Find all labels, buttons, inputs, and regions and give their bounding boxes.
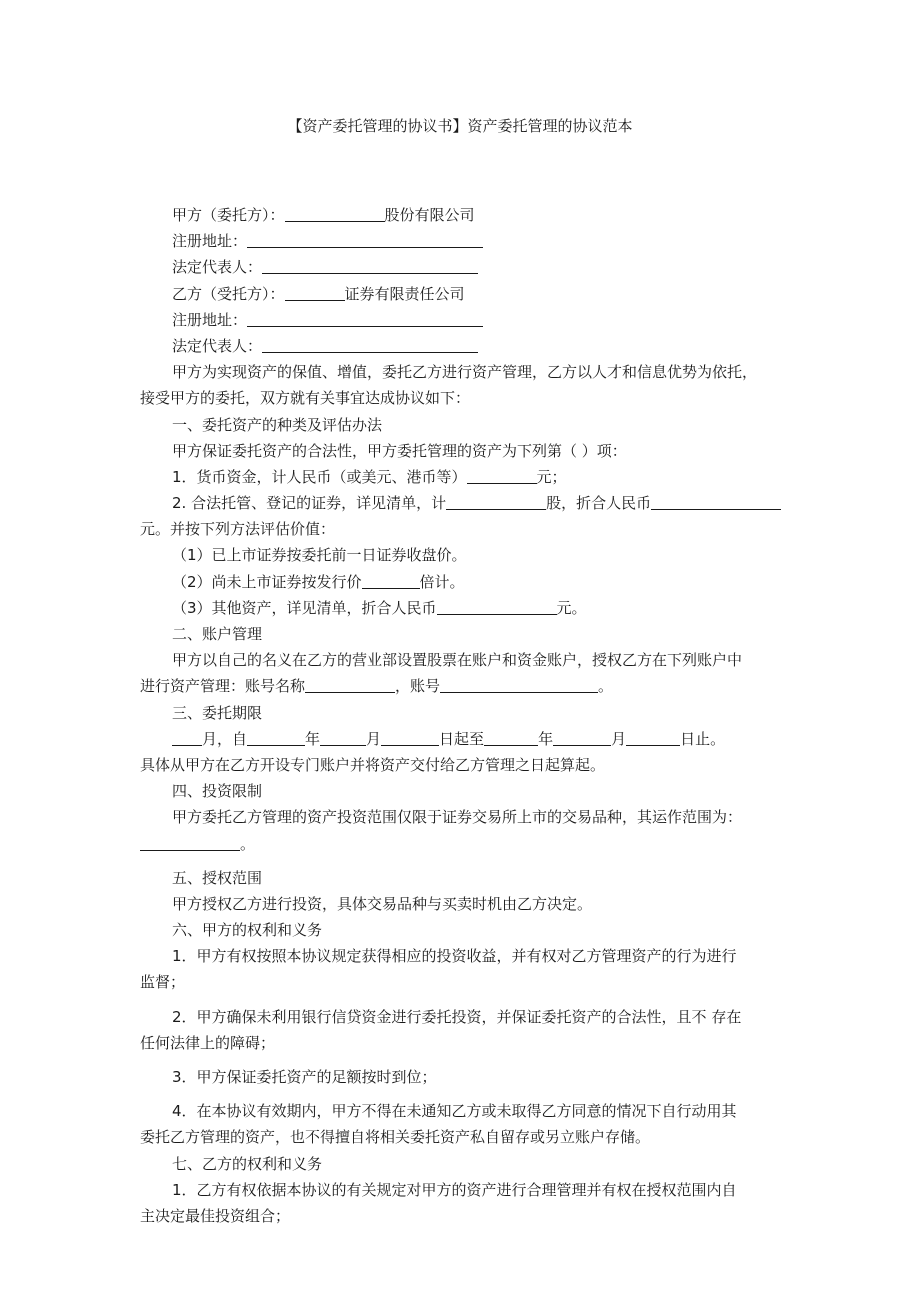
section-6-item-4a: 4．在本协议有效期内，甲方不得在未通知乙方或未取得乙方同意的情况下自行动用其 [172, 1102, 737, 1121]
preamble-line-1: 甲方为实现资产的保值、增值，委托乙方进行资产管理，乙方以人才和信息优势为依托， [172, 363, 758, 382]
item-text: 月 [366, 729, 382, 748]
other-assets-blank[interactable] [437, 599, 557, 615]
spacer [140, 857, 800, 865]
item-text: 1．货币资金，计人民币（或美元、港币等） [172, 467, 467, 486]
item-text: （3）其他资产，详见清单，折合人民币 [172, 598, 437, 617]
account-number-blank[interactable] [440, 677, 598, 693]
reg-address-label: 注册地址： [172, 232, 248, 251]
item-text: 月 [611, 729, 627, 748]
item-text: 进行资产管理：账号名称 [140, 677, 306, 696]
section-2-heading: 二、账户管理 [172, 625, 263, 643]
item-text: 。 [240, 834, 256, 853]
end-day-blank[interactable] [626, 730, 680, 746]
item-text: 。 [598, 677, 614, 696]
operation-scope-blank[interactable] [140, 835, 240, 851]
section-6-item-2a: 2．甲方确保未利用银行信贷资金进行委托投资，并保证委托资产的合法性，且不 存在 [172, 1007, 742, 1026]
item-text: 倍计。 [419, 572, 465, 591]
section-6-heading: 六、甲方的权利和义务 [172, 921, 323, 940]
spacer [140, 1090, 800, 1098]
end-year-blank[interactable] [484, 730, 538, 746]
item-text: 月，自 [202, 729, 248, 748]
section-2-line-1: 甲方以自己的名义在乙方的营业部设置股票在账户和资金账户，授权乙方在下列账户中 [172, 651, 743, 670]
section-6-item-4b: 委托乙方管理的资产，也不得擅自将相关委托资产私自留存或另立账户存储。 [140, 1128, 651, 1147]
section-3-heading: 三、委托期限 [172, 703, 263, 722]
preamble-line-2: 接受甲方的委托，双方就有关事宜达成协议如下： [140, 389, 471, 408]
section-6-item-1b: 监督； [140, 973, 186, 992]
party-a-address-blank[interactable] [247, 232, 483, 248]
section-2-line-2 [140, 673, 800, 699]
party-a-name-blank[interactable] [285, 206, 385, 222]
section-6-item-1a: 1．甲方有权按照本协议规定获得相应的投资收益，并有权对乙方管理资产的行为进行 [172, 947, 737, 966]
party-b-address-line [140, 307, 800, 333]
end-month-blank[interactable] [553, 730, 611, 746]
section-7-heading: 七、乙方的权利和义务 [172, 1154, 323, 1173]
section-1-sub-2 [140, 569, 800, 595]
party-a-line [140, 202, 800, 228]
section-4-line-1: 甲方委托乙方管理的资产投资范围仅限于证券交易所上市的交易品种，其运作范围为： [172, 808, 743, 827]
section-1-item-1 [140, 464, 800, 490]
party-a-rep-line [140, 254, 800, 280]
shares-blank[interactable] [446, 494, 546, 510]
item-text: 元； [536, 467, 567, 486]
section-1-item-2 [140, 490, 800, 516]
party-b-label: 乙方（受托方）： [172, 284, 285, 303]
item-text: 日止。 [680, 729, 726, 748]
party-b-address-blank[interactable] [247, 311, 483, 327]
party-a-suffix: 股份有限公司 [384, 206, 475, 224]
section-1-intro: 甲方保证委托资产的合法性，甲方委托管理的资产为下列第（ ）项： [172, 441, 627, 460]
party-b-name-blank[interactable] [285, 285, 345, 301]
legal-rep-label: 法定代表人： [172, 258, 263, 277]
party-b-rep-line [140, 333, 800, 359]
party-b-rep-blank[interactable] [262, 337, 478, 353]
spacer [140, 1056, 800, 1064]
party-a-address-line [140, 228, 800, 254]
section-5-heading: 五、授权范围 [172, 868, 263, 887]
issue-price-multiple-blank[interactable] [362, 573, 420, 589]
section-3-line-2: 具体从甲方在乙方开设专门账户并将资产交付给乙方管理之日起算起。 [140, 755, 606, 774]
section-4-line-2 [140, 831, 800, 857]
item-text: 元。 [556, 598, 587, 617]
start-month-blank[interactable] [320, 730, 366, 746]
start-year-blank[interactable] [247, 730, 305, 746]
section-4-heading: 四、投资限制 [172, 782, 263, 801]
reg-address-label: 注册地址： [172, 310, 248, 329]
start-day-blank[interactable] [381, 730, 439, 746]
item-text: （2）尚未上市证券按发行价 [172, 572, 362, 591]
section-7-item-1b: 主决定最佳投资组合； [140, 1206, 291, 1225]
currency-amount-blank[interactable] [467, 468, 537, 484]
legal-rep-label: 法定代表人： [172, 336, 263, 355]
item-text: 2. 合法托管、登记的证券，详见清单，计 [172, 494, 447, 513]
section-6-item-3: 3．甲方保证委托资产的足额按时到位； [172, 1068, 437, 1086]
section-1-sub-3 [140, 595, 800, 621]
spacer [140, 996, 800, 1004]
section-1-heading: 一、委托资产的种类及评估办法 [172, 415, 383, 434]
document-body [140, 202, 800, 1229]
account-name-blank[interactable] [305, 677, 395, 693]
party-a-label: 甲方（委托方）： [172, 206, 285, 224]
item-text: 日起至 [439, 729, 485, 748]
section-5-line-1: 甲方授权乙方进行投资，具体交易品种与买卖时机由乙方决定。 [172, 894, 593, 913]
party-a-rep-blank[interactable] [262, 258, 478, 274]
party-b-line [140, 281, 800, 307]
section-1-item-2-cont: 元。并按下列方法评估价值： [140, 520, 336, 539]
rmb-amount-blank[interactable] [651, 494, 781, 510]
item-text: 年 [305, 729, 321, 748]
item-text: ，账号 [395, 677, 441, 696]
item-text: 年 [538, 729, 554, 748]
section-6-item-2b: 任何法律上的障碍； [140, 1033, 276, 1052]
section-3-period [140, 726, 800, 752]
section-7-item-1a: 1．乙方有权依据本协议的有关规定对甲方的资产进行合理管理并有权在授权范围内自 [172, 1180, 737, 1199]
period-months-blank[interactable] [172, 730, 202, 746]
item-text: 股，折合人民币 [546, 494, 652, 513]
document-title: 【资产委托管理的协议书】资产委托管理的协议范本 [287, 117, 633, 135]
party-b-suffix: 证券有限责任公司 [344, 284, 465, 303]
section-1-sub-1: （1）已上市证券按委托前一日证券收盘价。 [172, 546, 467, 565]
